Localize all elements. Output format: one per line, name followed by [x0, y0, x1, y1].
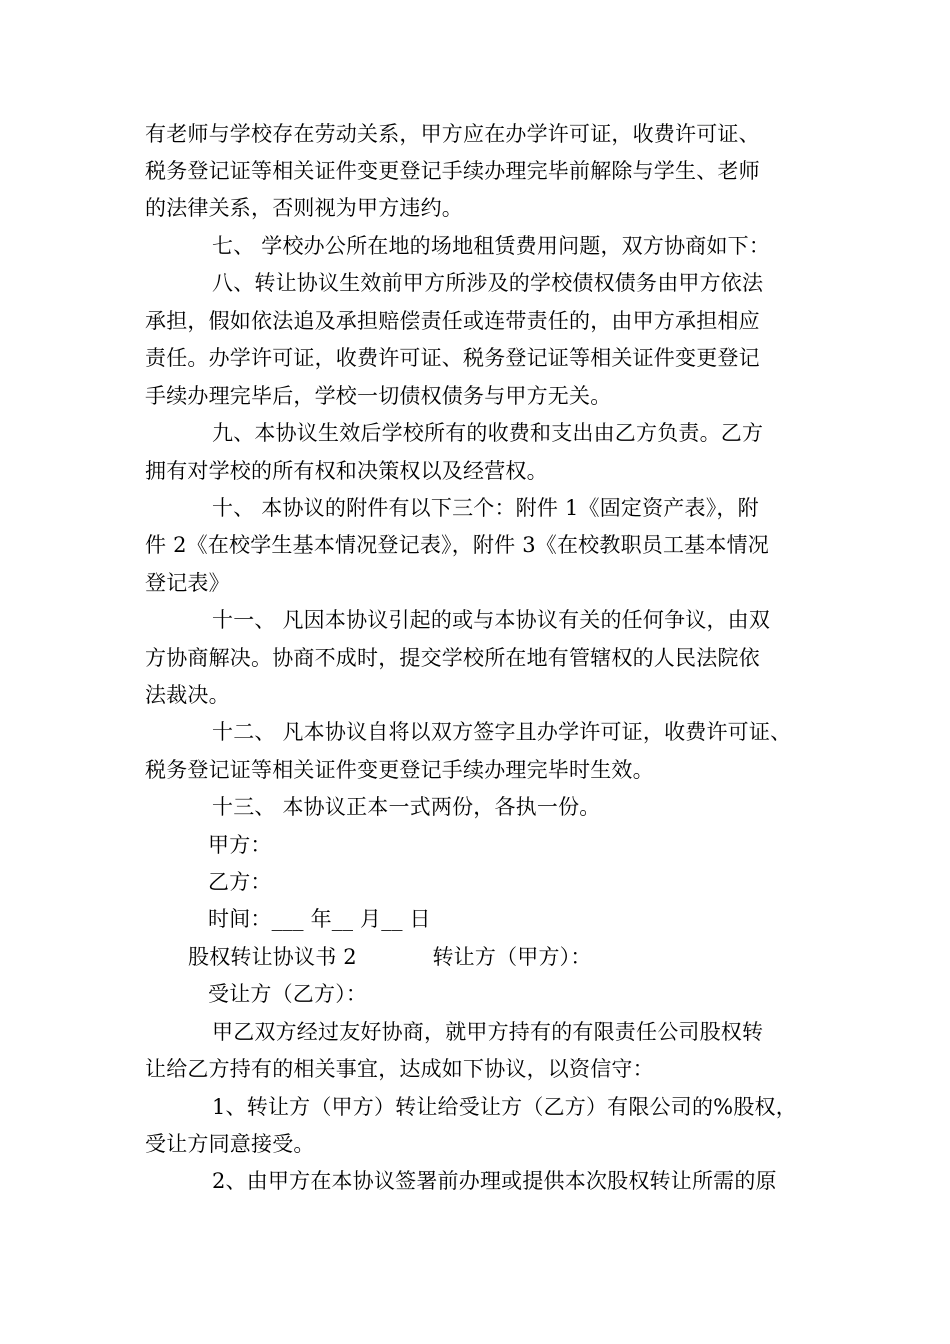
clause-13: 十三、 本协议正本一式两份，各执一份。 [212, 795, 601, 819]
clause-2: 2、由甲方在本协议签署前办理或提供本次股权转让所需的原 [212, 1169, 777, 1193]
clause-7: 七、 学校办公所在地的场地租赁费用问题，双方协商如下： [212, 234, 771, 258]
clause-11: 十一、 凡因本协议引起的或与本协议有关的任何争议，由双 [212, 608, 771, 632]
paragraph-line: 让给乙方持有的相关事宜，达成如下协议，以资信守： [145, 1057, 654, 1081]
paragraph-line: 登记表》 [145, 571, 230, 595]
paragraph-line: 方协商解决。协商不成时，提交学校所在地有管辖权的人民法院依 [145, 646, 760, 670]
paragraph-line: 税务登记证等相关证件变更登记手续办理完毕时生效。 [145, 758, 654, 782]
section-heading: 股权转让协议书 2 转让方（甲方）： [188, 945, 592, 969]
paragraph-line: 有老师与学校存在劳动关系，甲方应在办学许可证，收费许可证、 [145, 122, 760, 146]
clause-10: 十、 本协议的附件有以下三个：附件 1《固定资产表》，附 [212, 496, 759, 520]
paragraph-line: 件 2《在校学生基本情况登记表》，附件 3《在校教职员工基本情况 [145, 533, 769, 557]
clause-8: 八、转让协议生效前甲方所涉及的学校债权债务由甲方依法 [212, 271, 764, 295]
clause-9: 九、本协议生效后学校所有的收费和支出由乙方负责。乙方 [212, 421, 764, 445]
clause-12: 十二、 凡本协议自将以双方签字且办学许可证，收费许可证、 [212, 720, 792, 744]
paragraph-line: 责任。办学许可证，收费许可证、税务登记证等相关证件变更登记 [145, 346, 760, 370]
clause-1: 1、转让方（甲方）转让给受让方（乙方）有限公司的%股权， [212, 1095, 797, 1119]
paragraph-line: 拥有对学校的所有权和决策权以及经营权。 [145, 459, 548, 483]
transferee-line: 受让方（乙方）： [208, 982, 368, 1006]
paragraph-line: 手续办理完毕后，学校一切债权债务与甲方无关。 [145, 384, 612, 408]
paragraph-line: 受让方同意接受。 [145, 1132, 315, 1156]
party-a-signature: 甲方： [208, 833, 272, 857]
party-b-signature: 乙方： [208, 870, 272, 894]
paragraph-line: 的法律关系，否则视为甲方违约。 [145, 196, 463, 220]
paragraph-line: 甲乙双方经过友好协商，就甲方持有的有限责任公司股权转 [212, 1020, 764, 1044]
paragraph-line: 税务登记证等相关证件变更登记手续办理完毕前解除与学生、老师 [145, 159, 760, 183]
paragraph-line: 承担，假如依法追及承担赔偿责任或连带责任的，由甲方承担相应 [145, 309, 760, 333]
date-line: 时间：___ 年__ 月__ 日 [208, 907, 431, 931]
paragraph-line: 法裁决。 [145, 683, 230, 707]
